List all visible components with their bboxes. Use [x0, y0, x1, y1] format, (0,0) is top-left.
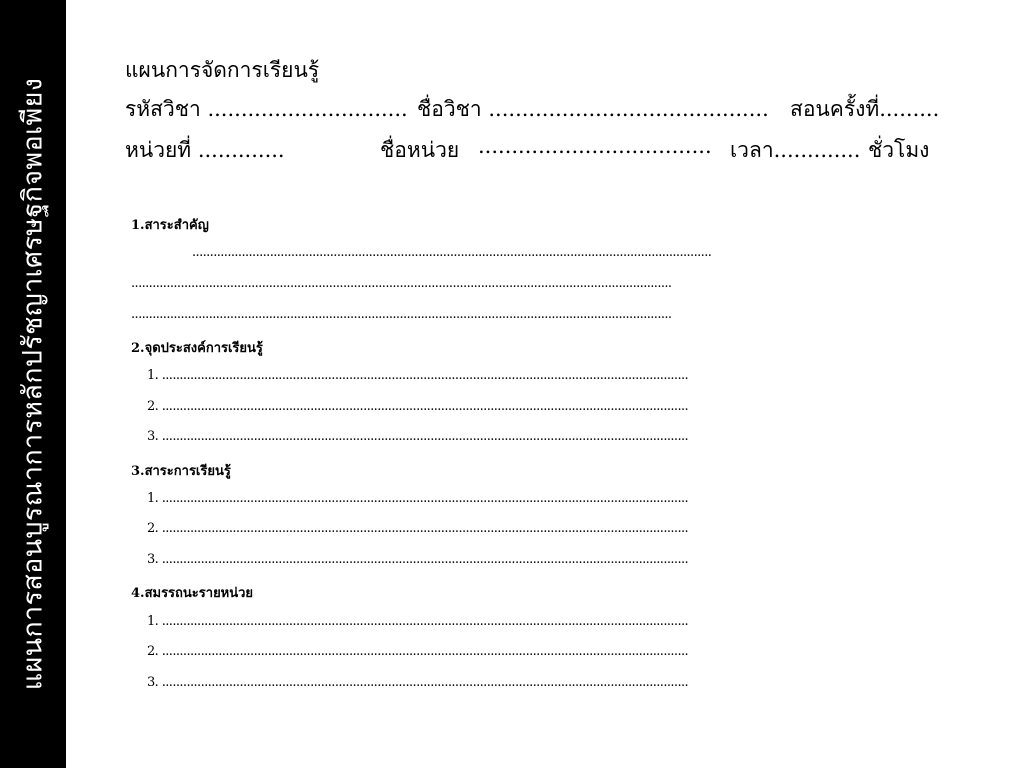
objective-item: 2. ..................................................................................................................................................... [147, 399, 689, 414]
key-concept-line: ......................................................................................................................................................... [131, 307, 672, 322]
content-item: 1. ..................................................................................................................................................... [147, 491, 689, 506]
section-heading-key-concept: 1.สาระสำคัญ [131, 218, 209, 233]
unit-name-dots: ................................... [478, 134, 712, 158]
sidebar [0, 0, 66, 768]
session-number-field: สอนครั้งที่......... [790, 97, 940, 121]
sidebar-title: แผนการสอนบูรณาการหลักปรัชญาเศรษฐกิจพอเพียง [17, 77, 49, 691]
time-field: เวลา............. [730, 138, 861, 162]
key-concept-line: ......................................................................................................................................................... [131, 276, 672, 291]
unit-number-field: หน่วยที่ ............. [125, 138, 285, 162]
competency-item: 3. ..................................................................................................................................................... [147, 675, 689, 690]
section-heading-content: 3.สาระการเรียนรู้ [131, 464, 231, 479]
course-name-field: ชื่อวิชา .......................................... [417, 97, 769, 121]
objective-item: 3. ..................................................................................................................................................... [147, 429, 689, 444]
competency-item: 1. ..................................................................................................................................................... [147, 614, 689, 629]
objective-item: 1. ..................................................................................................................................................... [147, 368, 689, 383]
competency-item: 2. ..................................................................................................................................................... [147, 644, 689, 659]
key-concept-line: ................................................................................................................................................... [192, 245, 712, 260]
section-heading-competency: 4.สมรรถนะรายหน่วย [131, 586, 254, 601]
section-heading-objectives: 2.จุดประสงค์การเรียนรู้ [131, 341, 263, 356]
content-item: 2. ..................................................................................................................................................... [147, 521, 689, 536]
page-title: แผนการจัดการเรียนรู้ [125, 58, 320, 82]
hours-label: ชั่วโมง [868, 138, 930, 162]
unit-name-label: ชื่อหน่วย [380, 138, 460, 162]
course-code-field: รหัสวิชา .............................. [125, 97, 408, 121]
content-item: 3. ..................................................................................................................................................... [147, 552, 689, 567]
